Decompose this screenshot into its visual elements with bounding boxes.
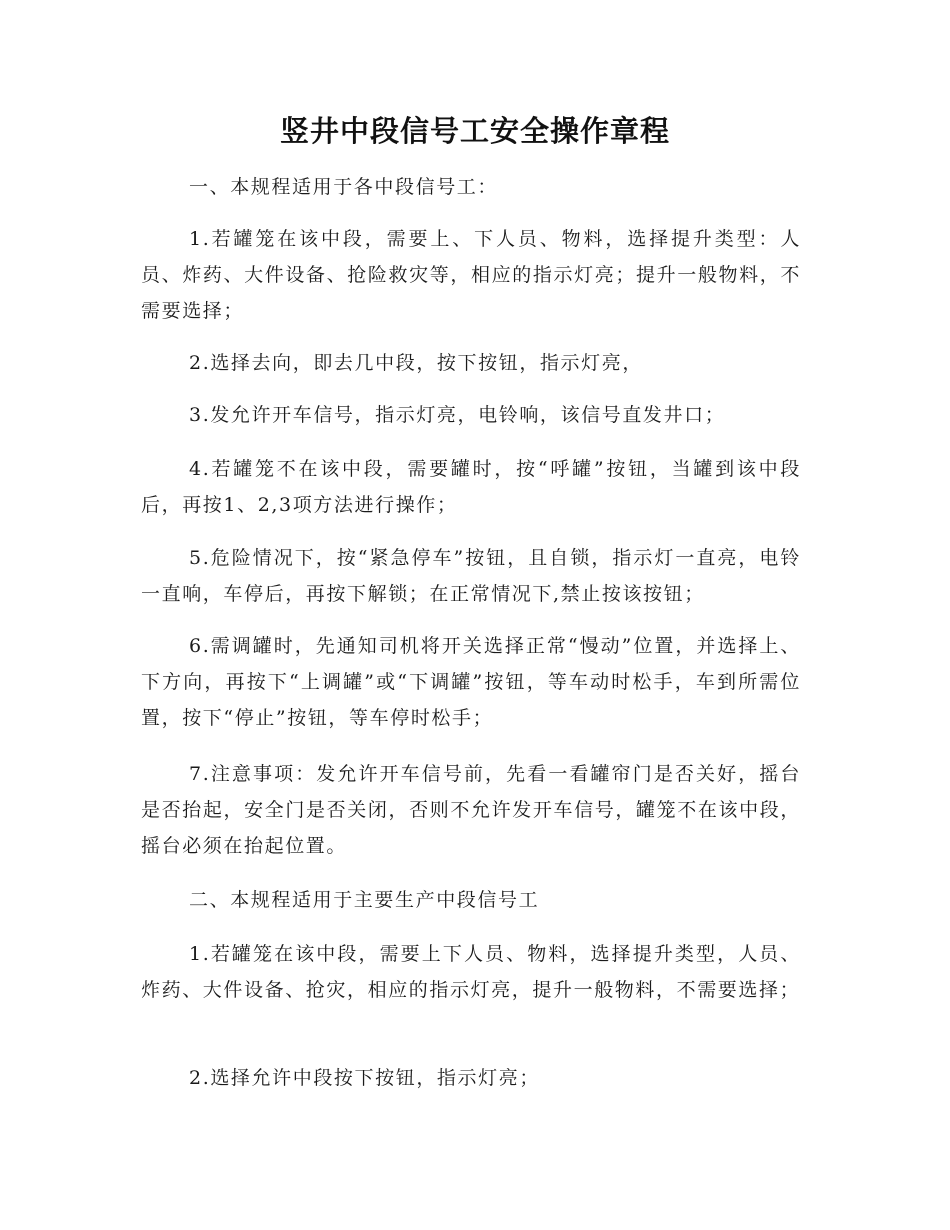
page-title: 竖井中段信号工安全操作章程: [279, 114, 670, 148]
paragraph-1-2: 2.选择去向，即去几中段，按下按钮，指示灯亮，: [189, 352, 643, 374]
section-heading-2: 二、本规程适用于主要生产中段信号工: [189, 889, 540, 911]
paragraph-2-1: 1.若罐笼在该中段，需要上下人员、物料，选择提升类型，人员、炸药、大件设备、抢灾，相应的指示灯亮，提升一般物料，不需要选择；: [141, 943, 801, 1001]
paragraph-1-3: 3.发允许开车信号，指示灯亮，电铃响，该信号直发井口；: [189, 404, 726, 426]
paragraph-1-6: 6.需调罐时，先通知司机将开关选择正常“慢动”位置，并选择上、下方向，再按下“上调罐”或“下调罐”按钮，等车动时松手，车到所需位置，按下“停止”按钮，等车停时松手；: [141, 635, 801, 729]
paragraph-1-1: 1.若罐笼在该中段，需要上、下人员、物料，选择提升类型：人员、炸药、大件设备、抢险救灾等，相应的指示灯亮；提升一般物料，不需要选择；: [141, 228, 801, 322]
paragraph-2-2: 2.选择允许中段按下按钮，指示灯亮；: [189, 1067, 540, 1089]
paragraph-1-7: 7.注意事项：发允许开车信号前，先看一看罐帘门是否关好，摇台是否抬起，安全门是否关闭，否则不允许发开车信号，罐笼不在该中段，摇台必须在抬起位置。: [141, 763, 801, 857]
section-heading-1: 一、本规程适用于各中段信号工：: [189, 176, 499, 198]
paragraph-1-4: 4.若罐笼不在该中段，需要罐时，按“呼罐”按钮，当罐到该中段后，再按1、2,3项方法进行操作；: [141, 458, 801, 516]
paragraph-1-5: 5.危险情况下，按“紧急停车”按钮，且自锁，指示灯一直亮，电铃一直响，车停后，再按下解锁；在正常情况下,禁止按该按钮；: [141, 547, 801, 605]
